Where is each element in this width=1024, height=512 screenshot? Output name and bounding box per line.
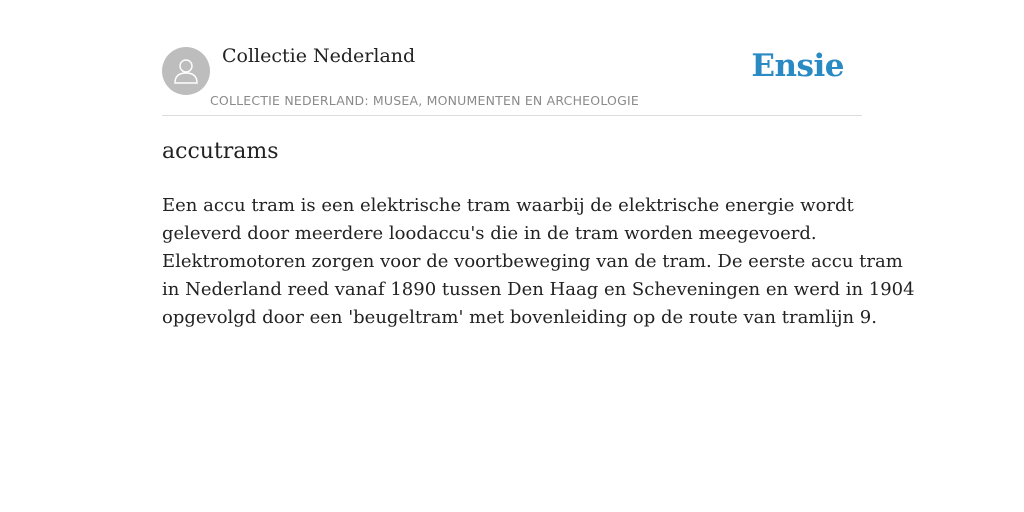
definition-line: geleverd door meerdere loodaccu's die in de tram worden meegevoerd. <box>162 223 817 244</box>
definition-line: in Nederland reed vanaf 1890 tussen Den Haag en Scheveningen en werd in 1904 <box>162 279 915 300</box>
author-name[interactable]: Collectie Nederland <box>222 45 416 67</box>
ensie-logo[interactable]: Ensie <box>751 48 844 84</box>
entry-card <box>162 0 915 512</box>
entry-definition <box>162 192 915 332</box>
definition-line: opgevolgd door een 'beugeltram' met bovenleiding op de route van tramlijn 9. <box>162 307 877 328</box>
author-avatar[interactable] <box>162 47 210 95</box>
definition-line: Elektromotoren zorgen voor de voortbeweging van de tram. De eerste accu tram <box>162 251 903 272</box>
user-silhouette-icon <box>171 56 201 86</box>
source-label: COLLECTIE NEDERLAND: MUSEA, MONUMENTEN EN ARCHEOLOGIE <box>210 93 639 108</box>
entry-header <box>162 0 862 116</box>
definition-line: Een accu tram is een elektrische tram waarbij de elektrische energie wordt <box>162 195 854 216</box>
entry-term: accutrams <box>162 139 279 164</box>
